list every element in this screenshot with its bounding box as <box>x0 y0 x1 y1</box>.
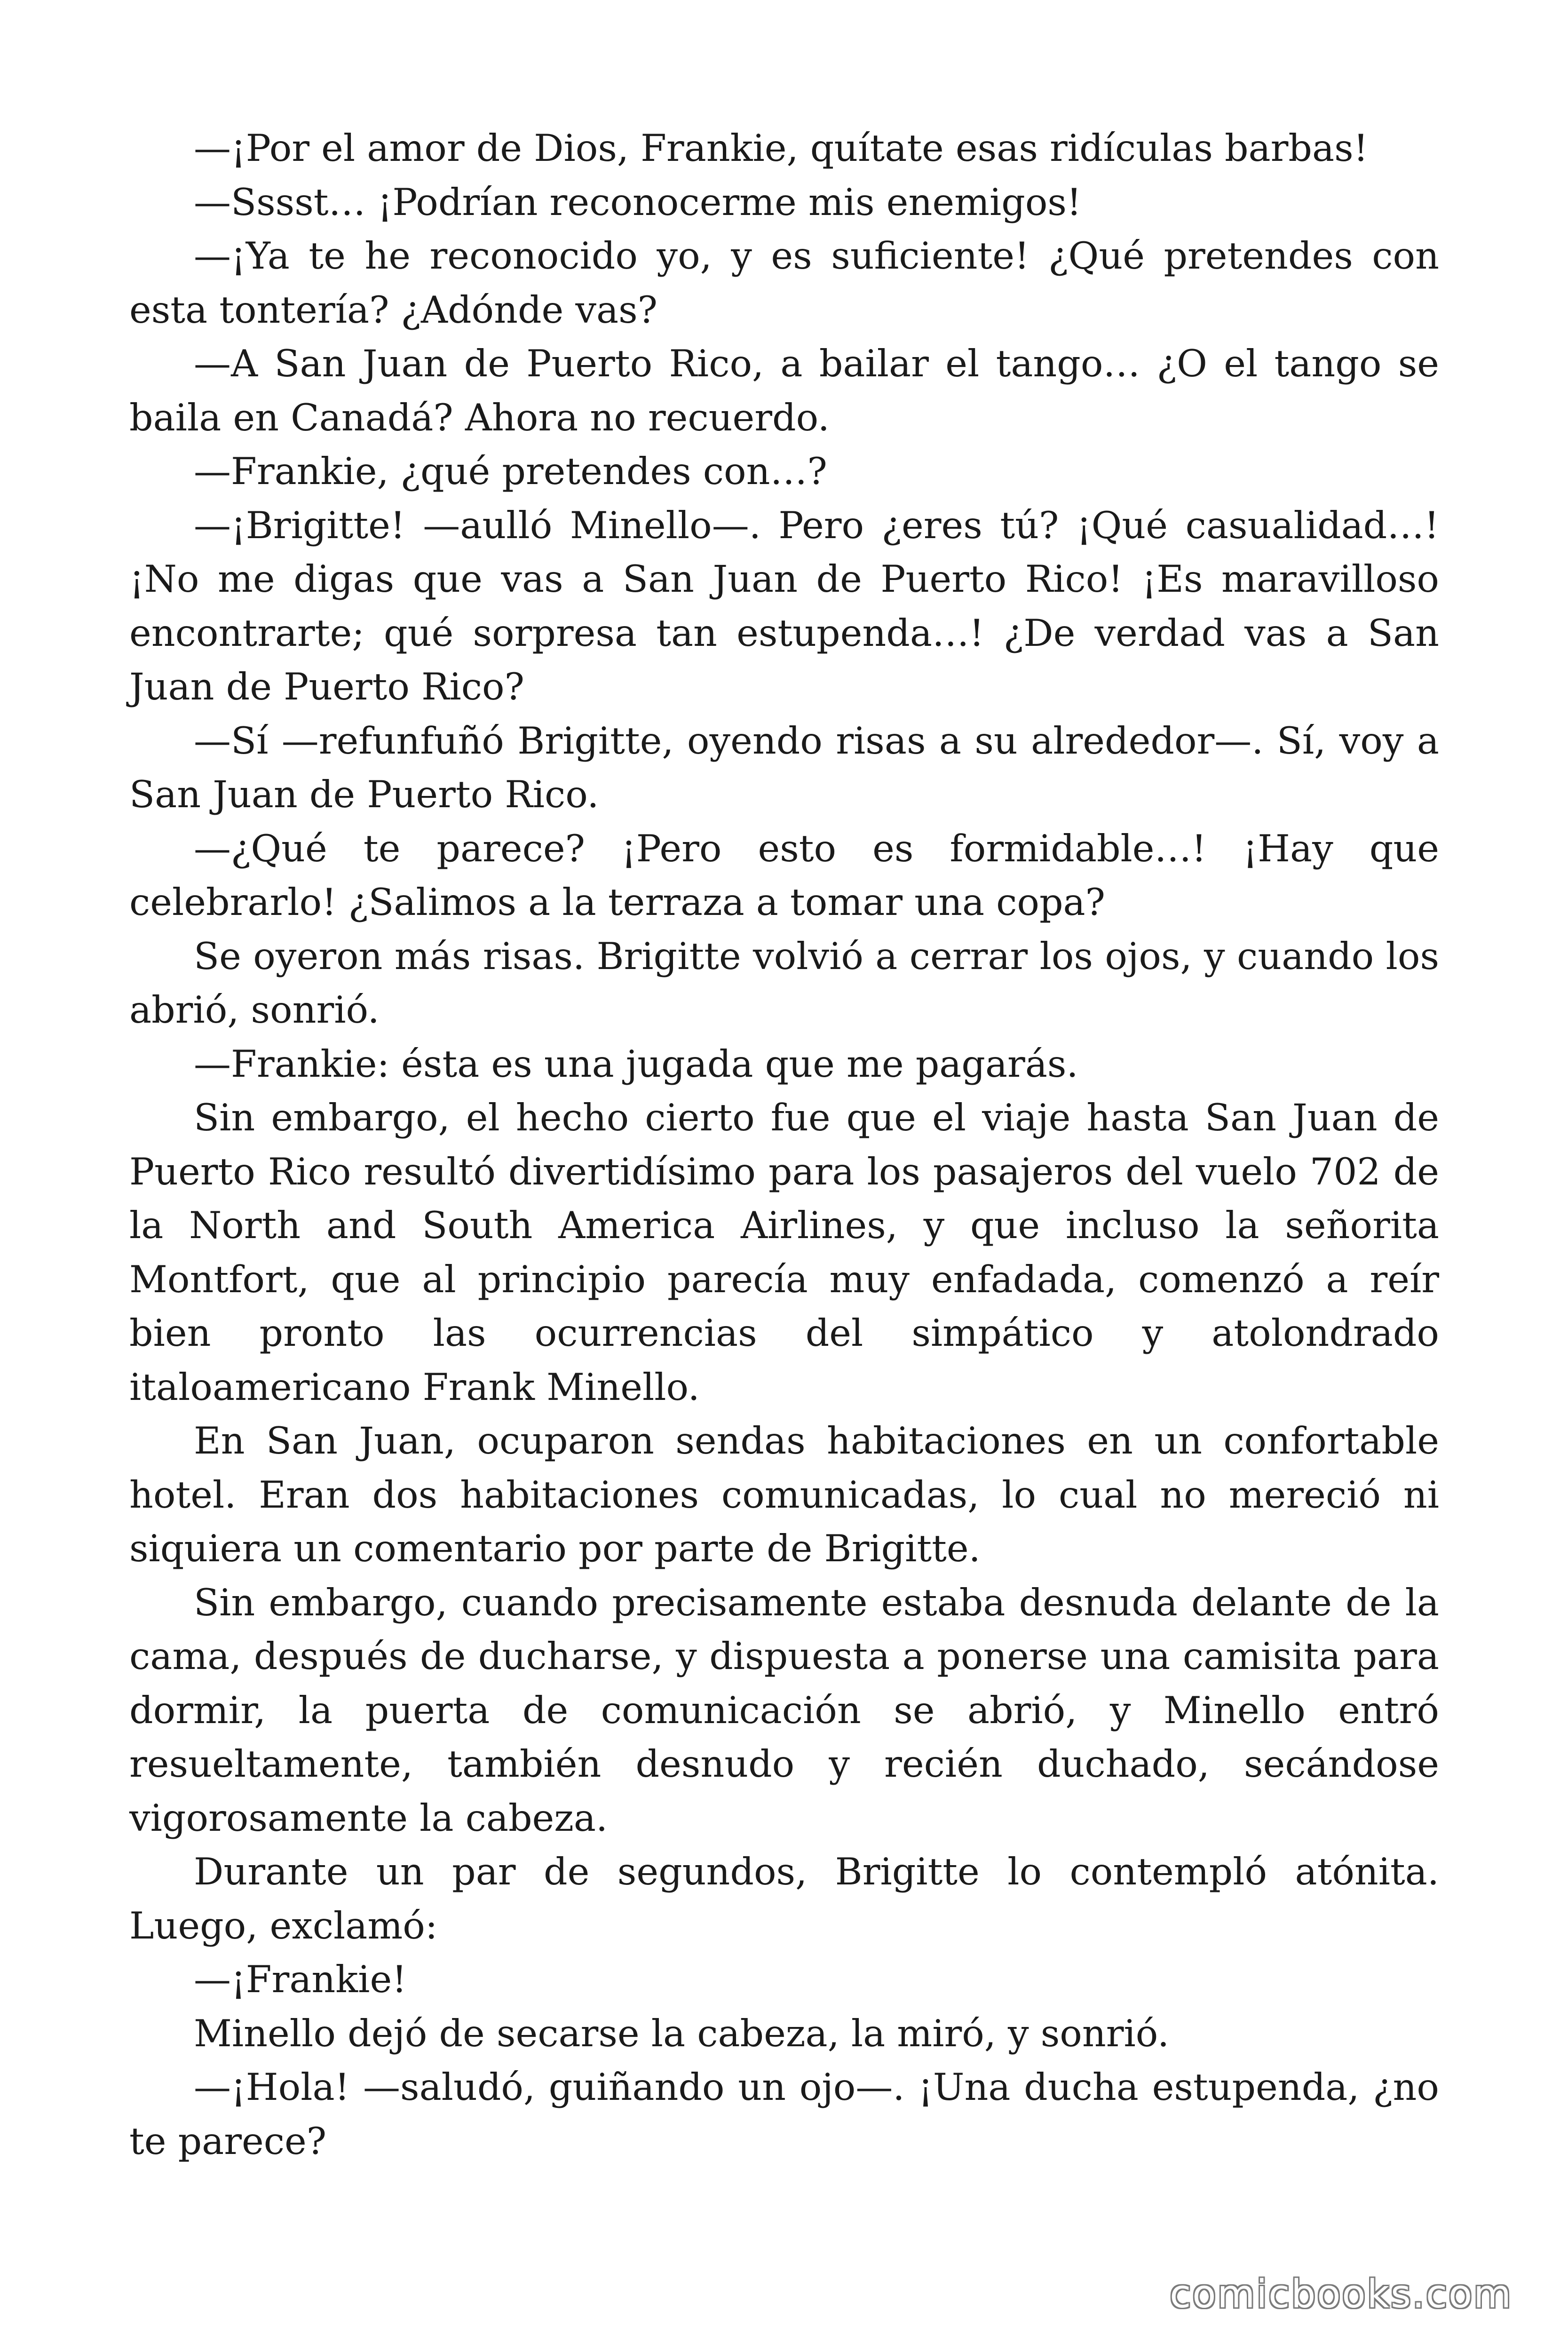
paragraph: —¡Hola! —saludó, guiñando un ojo—. ¡Una ducha estupenda, ¿no te parece? <box>129 2066 1439 2163</box>
watermark: comicbooks.com <box>1170 2272 1513 2317</box>
paragraph: —Frankie: ésta es una jugada que me pagarás. <box>194 1042 1078 1086</box>
paragraph: —Frankie, ¿qué pretendes con…? <box>194 450 827 493</box>
paragraph: Sin embargo, cuando precisamente estaba desnuda delante de la cama, después de ducharse, y dispuesta a ponerse una camisita para dormir, la puerta de comunicación se abrió, y Minello entró resueltamente, también desnudo y recién duchado, secándose vigorosamente la cabeza. <box>129 1581 1439 1840</box>
paragraph: Sin embargo, el hecho cierto fue que el viaje hasta San Juan de Puerto Rico resultó divertidísimo para los pasajeros del vuelo 702 de la North and South America Airlines, y que incluso la señorita Montfort, que al principio parecía muy enfadada, comenzó a reír bien pronto las ocurrencias del simpático y atolondrado italoamericano Frank Minello. <box>129 1096 1439 1409</box>
paragraph: —Sí —refunfuñó Brigitte, oyendo risas a su alrededor—. Sí, voy a San Juan de Puerto Rico. <box>129 719 1439 816</box>
paragraph: —A San Juan de Puerto Rico, a bailar el tango… ¿O el tango se baila en Canadá? Ahora no recuerdo. <box>129 342 1439 439</box>
paragraph: —¡Ya te he reconocido yo, y es suficiente! ¿Qué pretendes con esta tontería? ¿Adónde vas? <box>129 234 1439 332</box>
paragraph: —¡Frankie! <box>194 1958 407 2001</box>
body-text <box>129 121 1439 2168</box>
paragraph: Minello dejó de secarse la cabeza, la miró, y sonrió. <box>194 2011 1170 2055</box>
paragraph: —¡Brigitte! —aulló Minello—. Pero ¿eres tú? ¡Qué casualidad…! ¡No me digas que vas a San Juan de Puerto Rico! ¡Es maravilloso encontrarte; qué sorpresa tan estupenda…! ¿De verdad vas a San Juan de Puerto Rico? <box>129 503 1439 708</box>
paragraph: —¡Por el amor de Dios, Frankie, quítate esas ridículas barbas! <box>194 127 1369 170</box>
paragraph: —¿Qué te parece? ¡Pero esto es formidable…! ¡Hay que celebrarlo! ¿Salimos a la terraza a tomar una copa? <box>129 826 1439 924</box>
paragraph: En San Juan, ocuparon sendas habitaciones en un confortable hotel. Eran dos habitaciones comunicadas, lo cual no mereció ni siquiera un comentario por parte de Brigitte. <box>129 1419 1439 1570</box>
paragraph: —Sssst… ¡Podrían reconocerme mis enemigos! <box>194 180 1082 224</box>
paragraph: Durante un par de segundos, Brigitte lo contempló atónita. Luego, exclamó: <box>129 1850 1439 1947</box>
paragraph: Se oyeron más risas. Brigitte volvió a cerrar los ojos, y cuando los abrió, sonrió. <box>129 934 1439 1032</box>
